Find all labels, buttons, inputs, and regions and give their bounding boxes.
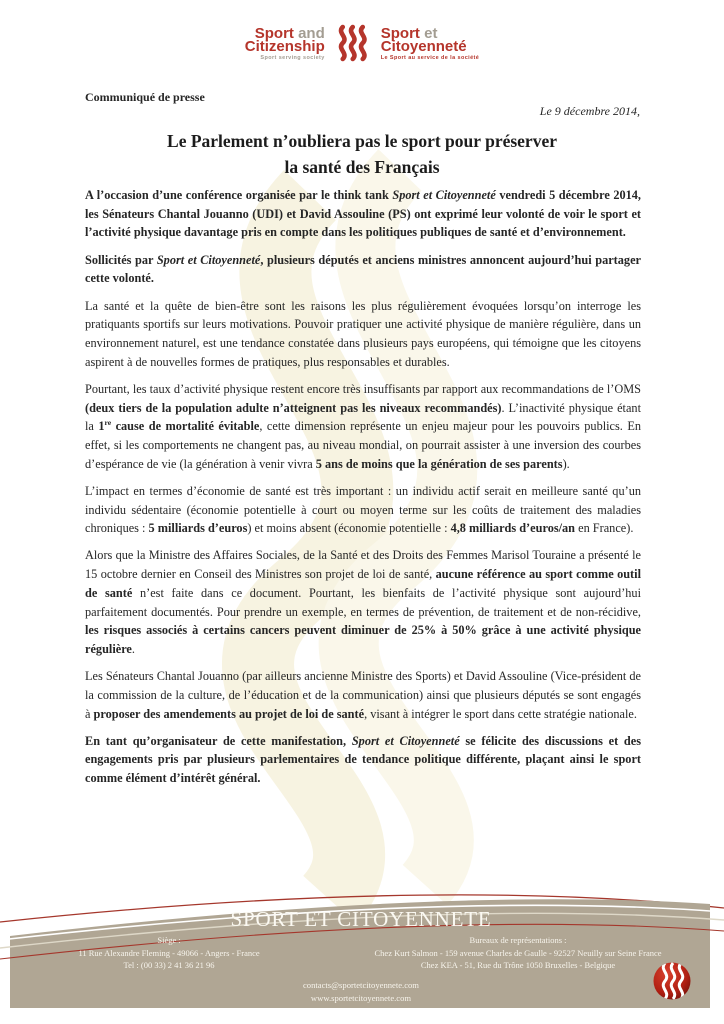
body-paragraph: Sollicités par Sport et Citoyenneté, plusieurs députés et anciens ministres annoncent aujourd’hui partager cette volonté. bbox=[85, 252, 641, 286]
body-paragraph: En tant qu’organisateur de cette manifestation, Sport et Citoyenneté se félicite des discussions et des engagements pris par plusieurs parlementaires de tendance politique différente, plaçant ainsi le sport comme élément d’intérêt général. bbox=[85, 733, 641, 786]
footer-headquarters bbox=[12, 934, 326, 972]
logo-fr-word2: et bbox=[424, 24, 438, 42]
body-paragraph: L’impact en termes d’économie de santé est très important : un individu actif serait en meilleure santé qu’un individu sédentaire (économie potentielle à court ou moyen terme sur les coûts de traitement des maladies chroniques : 5 milliards d’euros) et moins absent (économie potentielle : 4,8 milliards d’euros/an en France). bbox=[85, 483, 641, 536]
sphere-logo-icon bbox=[652, 961, 692, 1001]
title-line-1: Le Parlement n’oubliera pas le sport pour préserver bbox=[167, 131, 557, 151]
title-line-2: la santé des Français bbox=[284, 157, 440, 177]
body-text bbox=[85, 186, 641, 796]
body-paragraph: Les Sénateurs Chantal Jouanno (par ailleurs ancienne Ministre des Sports) et David Assouline (Vice-président de la commission de la culture, de l’éducation et de la communication) ainsi que plusieurs députés se sont engagés à proposer des amendements au projet de loi de santé, visant à intégrer le sport dans cette stratégie nationale. bbox=[85, 669, 641, 721]
logo-fr-word1: Sport bbox=[380, 24, 420, 42]
body-paragraph: A l’occasion d’une conférence organisée par le think tank Sport et Citoyenneté vendredi 5 décembre 2014, les Sénateurs Chantal Jouanno (UDI) et David Assouline (PS) ont exprimé leur volonté de voir le sport et l’activité physique davantage pris en compte dans les politiques publiques de santé et d’environnement. bbox=[85, 188, 641, 240]
organization-logo bbox=[245, 24, 480, 64]
footer bbox=[12, 906, 710, 1005]
offices-label: Bureaux de représentations : bbox=[469, 935, 567, 945]
logo-fr-line2: Citoyenneté bbox=[380, 37, 467, 55]
document-date: Le 9 décembre 2014, bbox=[539, 104, 640, 118]
headquarters-phone: Tel : (00 33) 2 41 36 21 96 bbox=[123, 960, 215, 970]
logo-en-line2: Citizenship bbox=[244, 37, 325, 55]
triple-s-icon bbox=[334, 24, 372, 64]
logo-en-word1: Sport bbox=[254, 24, 294, 42]
body-paragraph: Alors que la Ministre des Affaires Sociales, de la Santé et des Droits des Femmes Marisol Touraine a présenté le 15 octobre dernier en Conseil des Ministres son projet de loi de santé, aucune référence au sport comme outil de santé n’est faite dans ce document. Pourtant, les bienfaits de l’activité physique sont aujourd’hui parfaitement documentés. Pour prendre un exemple, en termes de prévention, de traitement et de non-récidive, les risques associés à certains cancers peuvent diminuer de 25% à 50% grâce à une activité physique régulière. bbox=[85, 548, 642, 656]
footer-organization-name: SPORT ET CITOYENNETE bbox=[230, 907, 492, 931]
document-kicker: Communiqué de presse bbox=[85, 90, 205, 104]
office-address-paris: Chez Kurt Salmon - 159 avenue Charles de Gaulle - 92527 Neuilly sur Seine France bbox=[374, 947, 662, 958]
body-paragraph: Pourtant, les taux d’activité physique restent encore très insuffisants par rapport aux recommandations de l’OMS (deux tiers de la population adulte n’atteignent pas les niveaux recommandés). L’inactivité physique étant la 1re cause de mortalité évitable, cette dimension représente un enjeu majeur pour les pouvoirs publics. En effet, si les comportements ne changent pas, au niveau mondial, on pourrait assister à une inversion des courbes d’espérance de vie (la génération à venir vivra 5 ans de moins que la génération de ses parents). bbox=[85, 381, 641, 471]
contact-email: contacts@sportetcitoyennete.com bbox=[302, 979, 419, 990]
headquarters-address: 11 Rue Alexandre Fleming - 49066 - Angers - France bbox=[78, 947, 260, 958]
logo-french-block bbox=[380, 24, 480, 62]
logo-en-tagline: Sport serving society bbox=[260, 54, 325, 61]
logo-fr-tagline: Le Sport au service de la société bbox=[380, 54, 480, 61]
website-url: www.sportetcitoyennete.com bbox=[310, 992, 412, 1003]
logo-en-word2: and bbox=[298, 24, 325, 42]
office-address-brussels: Chez KEA - 51, Rue du Trône 1050 Bruxelles - Belgique bbox=[420, 960, 616, 970]
body-paragraph: La santé et la quête de bien-être sont les raisons les plus régulièrement évoquées lorsqu’on interroge les pratiquants sportifs sur leurs motivations. Pouvoir pratiquer une activité physique de manière régulière, dans un environnement naturel, est une tendance constatée dans plusieurs pays européens, qui témoigne que les citoyens aspirent à de nouvelles formes de pratiques, plus responsables et durables. bbox=[85, 298, 641, 369]
headquarters-label: Siège : bbox=[157, 935, 181, 945]
logo-english-block bbox=[244, 24, 325, 62]
document-title bbox=[0, 128, 724, 180]
